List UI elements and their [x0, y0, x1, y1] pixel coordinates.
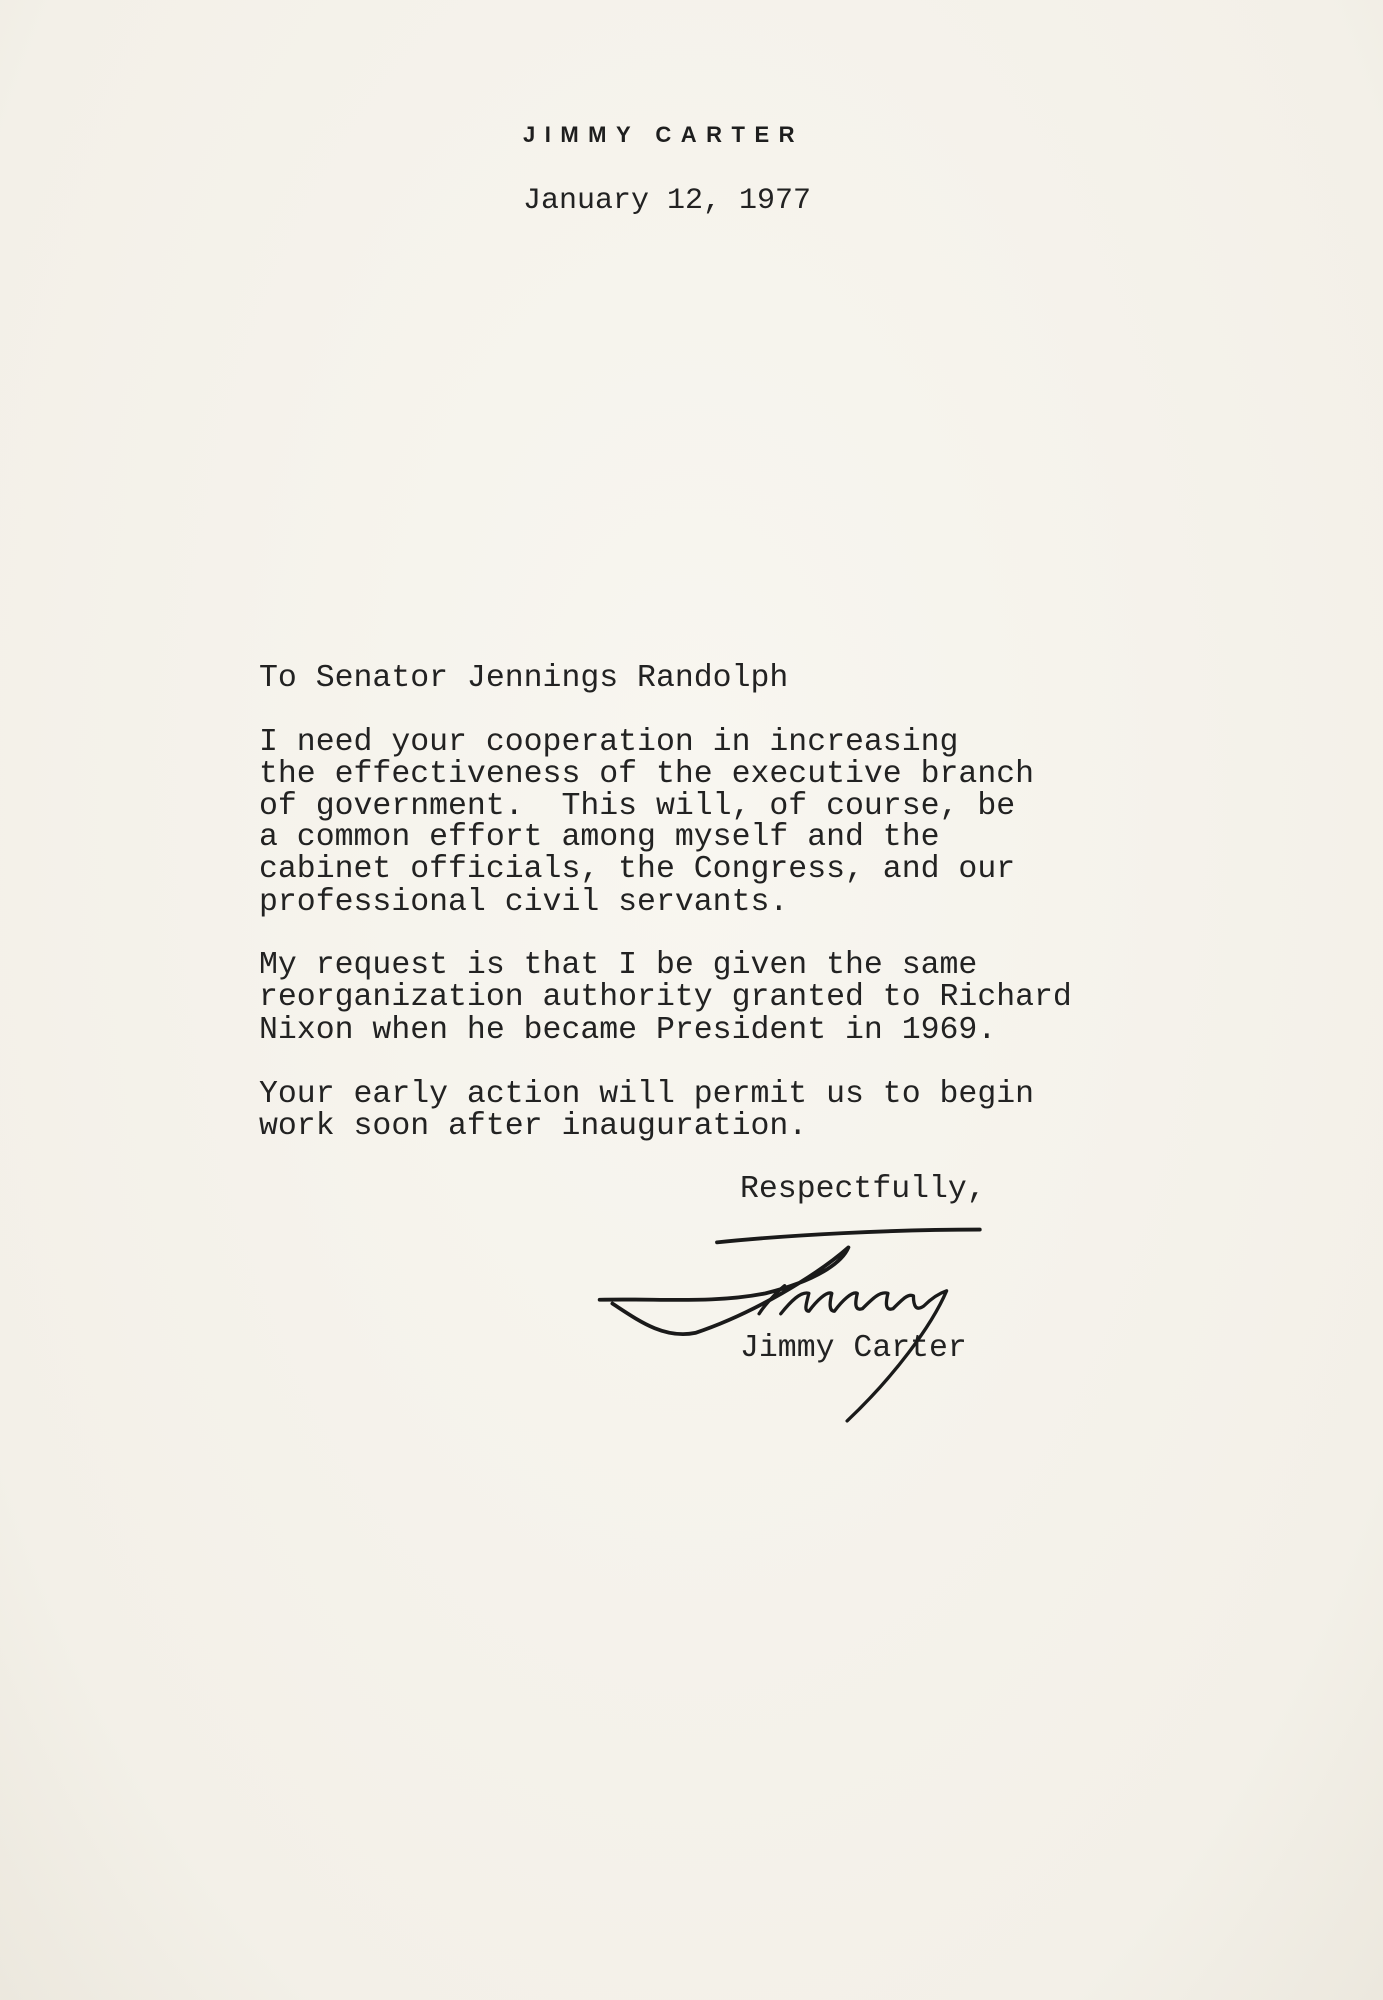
typed-name: Jimmy Carter [740, 1331, 967, 1366]
closing: Respectfully, [740, 1172, 986, 1207]
body-line: the effectiveness of the executive branch [259, 757, 1035, 792]
body-line: work soon after inauguration. [259, 1109, 808, 1144]
body-line: professional civil servants. [259, 885, 789, 920]
body-line: My request is that I be given the same [259, 948, 978, 983]
salutation: To Senator Jennings Randolph [259, 661, 789, 696]
body-line: Your early action will permit us to begin [259, 1077, 1035, 1112]
body-line: of government. This will, of course, be [259, 789, 1016, 824]
letterhead: JIMMY CARTER [523, 122, 805, 147]
body-line: I need your cooperation in increasing [259, 725, 959, 760]
body-line: Nixon when he became President in 1969. [259, 1013, 997, 1048]
body-line: cabinet officials, the Congress, and our [259, 852, 1016, 887]
body-line: reorganization authority granted to Richard [259, 980, 1072, 1015]
body-line: a common effort among myself and the [259, 820, 940, 855]
letter-date: January 12, 1977 [523, 184, 812, 218]
